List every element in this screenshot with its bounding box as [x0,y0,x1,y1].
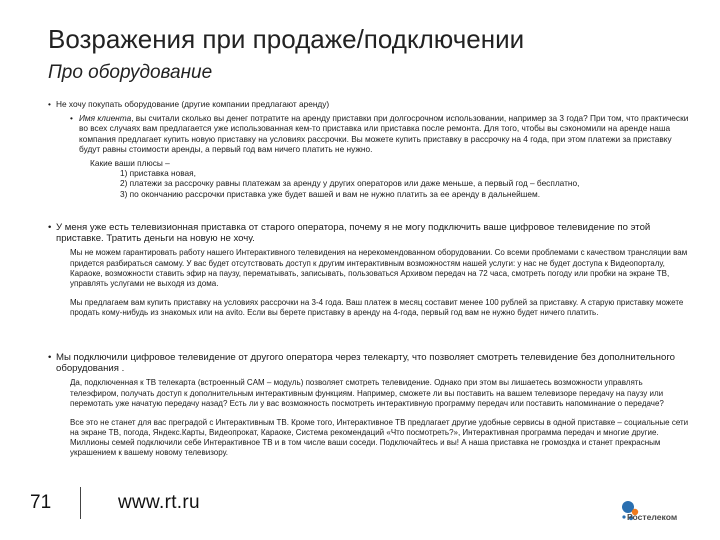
objection-section-1 [46,99,692,199]
response-paragraph: Мы не можем гарантировать работу нашего Интерактивного телевидения на нерекомендованном оборудовании. Со всеми проблемами с качеством трансляции вам придется разбираться самому. У вас будет отсутствовать доступ к другим интерактивным возможностям нашей услуги: у нас не будет доступа к Видеопорталу, Караоке, возможности ставить эфир на паузу, перематывать, записывать, пользоваться Архивом передач на 72 часа, смотреть погоду или пробки на экране ТВ, управлять услугами не выходя из дома. [70,248,688,288]
list-item: 3) по окончанию рассрочки приставка уже будет вашей и вам не нужно платить за ее аренду в дальнейшем. [120,188,541,199]
page-title: Возражения при продаже/подключении [48,24,525,54]
footer-divider [80,487,81,519]
response-paragraph: Все это не станет для вас преградой с Интерактивным ТВ. Кроме того, Интерактивное ТВ предлагает другие удобные сервисы в одной приставке – социальные сети на экране ТВ, погода, Яндекс.Карты, Видеопрокат, Караоке, Система рекомендаций «Что посмотреть?», Интерактивная программа передач и многие другие. Миллионы семей подключили себе Интерактивное ТВ и в том числе ваши соседи. Подключайтесь и вы! А наша приставка не громоздка и станет прекрасным украшением к вашему новому телевизору. [70,417,689,457]
objection-heading-1: • Не хочу покупать оборудование (другие компании предлагают аренду) [46,99,692,109]
plus-list [120,168,692,199]
website-url[interactable]: www.rt.ru [118,492,200,513]
client-name-label: Имя клиента [79,113,132,124]
response-text: , вы считали сколько вы денег потратите на аренду приставки при долгосрочном использовании, например за 3 года? При том, что практически во всех случаях вам предлагается уже использованная кем-то приставка или приставка после ремонта. Для того, чтобы вы сэкономили на аренде наша компания предлагает купить новую приставку на условиях рассрочки. Вы можете купить приставку в рассрочку на 4 года, при этом платежи за приставку будут равны стоимости аренды, а первый год вам ничего платить не нужно. [79,113,689,154]
response-paragraph: Мы предлагаем вам купить приставку на условиях рассрочки на 3-4 года. Ваш платеж в месяц составит менее 100 рублей за приставку. А старую приставку можете продать кому-нибудь из знакомых или на avito. Если вы берете приставку в аренду на 4-года, первый год вам не нужно будет ничего платить. [70,297,684,317]
objection-heading-2: • У меня уже есть телевизионная приставка от старого оператора, почему я не могу подключить ваше цифровое телевидение по этой приставке. Тратить деньги на новую не хочу. [46,222,692,244]
objection-heading-3: • Мы подключили цифровое телевидение от другого оператора через телекарту, что позволяет смотреть телевидение без дополнительного оборудования . [46,352,692,374]
response-paragraph-1 [70,113,692,154]
list-item: 1) приставка новая, [120,168,196,179]
objection-section-2 [46,222,692,318]
response-paragraph: Да, подключенная к ТВ телекарта (встроенный CAM – модуль) позволяет смотреть телевидение. Однако при этом вы лишаетесь возможности управлять телеэфиром, получать доступ к дополнительным интерактивным функциям. Например, сможете ли вы поставить на вашем телевизоре передачу на паузу или перемотать уже начатую передачу назад? Есть ли у вас возможность посмотреть интерактивную программу передач или поставить напоминание о передаче? [70,378,664,408]
list-item: 2) платежи за рассрочку равны платежам за аренду у других операторов или даже меньше, а первый год – бесплатно, [120,178,580,189]
logo-text: Ростелеком [627,512,678,522]
objection-section-3 [46,352,692,458]
page-number: 71 [30,492,52,513]
page-subtitle: Про оборудование [48,62,213,83]
plus-intro: Какие ваши плюсы – [90,158,170,169]
